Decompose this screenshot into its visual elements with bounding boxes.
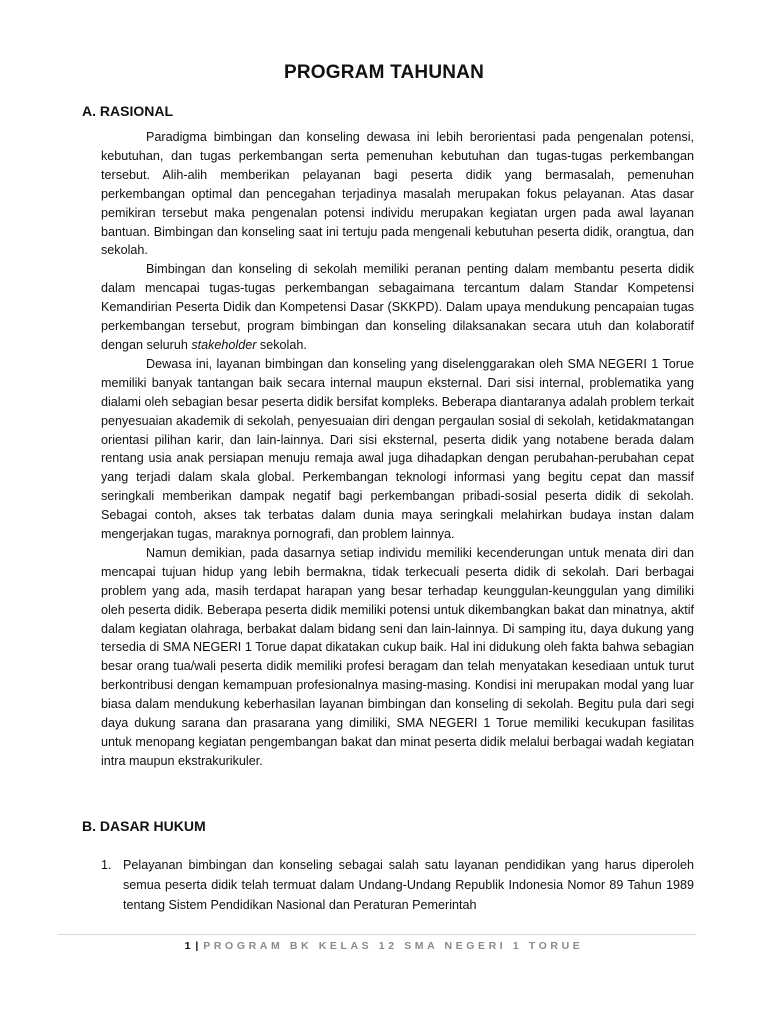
page-footer (0, 940, 768, 952)
section-a-heading: A. RASIONAL (82, 103, 173, 119)
page-number: 1 (184, 940, 191, 952)
footer-text: PROGRAM BK KELAS 12 SMA NEGERI 1 TORUE (203, 940, 584, 952)
page-title: PROGRAM TAHUNAN (283, 62, 485, 83)
paragraph: Namun demikian, pada dasarnya setiap individu memiliki kecenderungan untuk menata diri dan mencapai tujuan hidup yang lebih bermakna, tidak terkecuali peserta didik di sekolah. Dari berbagai problem yang ada, masih terdapat harapan yang besar terhadap keunggulan-keunggulan yang dimiliki oleh peserta didik. Beberapa peserta didik memiliki potensi untuk dikembangkan bakat dan minatnya, aktif dalam kegiatan olahraga, berbakat dalam bidang seni dan lain-lainnya. Di samping itu, daya dukung yang tersedia di SMA NEGERI 1 Torue dapat dikatakan cukup baik. Hal ini didukung oleh fakta bahwa sebagian besar orang tua/wali peserta didik memiliki profesi beragam dan telah menyatakan kesediaan untuk turut berkontribusi dengan kemampuan profesionalnya masing-masing. Kondisi ini merupakan modal yang luar biasa dalam mendukung keberhasilan layanan bimbingan dan konseling di sekolah. Begitu pula dari segi daya dukung sarana dan prasarana yang dimiliki, SMA NEGERI 1 Torue memiliki kecukupan fasilitas untuk menopang kegiatan pengembangan bakat dan minat peserta didik melalui berbagai wadah kegiatan intra maupun ekstrakurikuler. (101, 545, 694, 768)
legal-basis-list (101, 855, 694, 915)
list-item-number: 1. (101, 858, 112, 872)
paragraph: Dewasa ini, layanan bimbingan dan konseling yang diselenggarakan oleh SMA NEGERI 1 Torue memiliki banyak tantangan baik secara internal maupun eksternal. Dari sisi internal, problematika yang dialami oleh sebagian besar peserta didik bersifat kompleks. Beberapa diantaranya adalah problem terkait penyesuaian akademik di sekolah, penyesuaian diri dengan pergaulan sosial di sekolah, ketidakmatangan orientasi pilihan karir, dan lain-lainnya. Dari sisi eksternal, peserta didik yang notabene berada dalam rentang usia anak persiapan menuju remaja awal juga dihadapkan dengan perubahan-perubahan cepat yang terjadi dalam skala global. Perkembangan teknologi informasi yang begitu cepat dan massif seringkali memberikan dampak negatif bagi perkembangan pribadi-sosial peserta didik di sekolah. Sebagai contoh, akses tak terbatas dalam dunia maya seringkali melahirkan budaya instan dalam mengerjakan tugas, maraknya pornografi, dan problem lainnya. (101, 356, 694, 542)
list-item (101, 855, 694, 915)
paragraph-text: sekolah. (256, 337, 307, 352)
section-b-heading: B. DASAR HUKUM (82, 818, 206, 834)
italic-term: stakeholder (191, 337, 257, 352)
paragraph (101, 260, 694, 355)
section-a-body (101, 128, 694, 771)
paragraph-text: Bimbingan dan konseling di sekolah memiliki peranan penting dalam membantu peserta didik dalam mencapai tugas-tugas perkembangan sebagaimana tercantum dalam Standar Kompetensi Kemandirian Peserta Didik dan Kompetensi Dasar (SKKPD). Dalam upaya mendukung pencapaian tugas perkembangan tersebut, program bimbingan dan konseling dilaksanakan secara utuh dan kolaboratif dengan seluruh (101, 262, 694, 352)
footer-separator: | (195, 940, 199, 952)
footer-divider (58, 934, 696, 935)
paragraph: Paradigma bimbingan dan konseling dewasa ini lebih berorientasi pada pengenalan potensi, kebutuhan, dan tugas perkembangan serta pemenuhan kebutuhan dan tugas-tugas perkembangan tersebut. Alih-alih memberikan pelayanan bagi peserta didik yang bermasalah, pemenuhan perkembangan optimal dan pencegahan terjadinya masalah merupakan fokus pelayanan. Atas dasar pemikiran tersebut maka pengenalan potensi individu merupakan kegiatan urgen pada awal layanan bantuan. Bimbingan dan konseling saat ini tertuju pada mengenali kebutuhan peserta didik, orangtua, dan sekolah. (101, 130, 694, 258)
list-item-text: Pelayanan bimbingan dan konseling sebagai salah satu layanan pendidikan yang harus diperoleh semua peserta didik telah termuat dalam Undang-Undang Republik Indonesia Nomor 89 Tahun 1989 tentang Sistem Pendidikan Nasional dan Peraturan Pemerintah (123, 858, 694, 912)
